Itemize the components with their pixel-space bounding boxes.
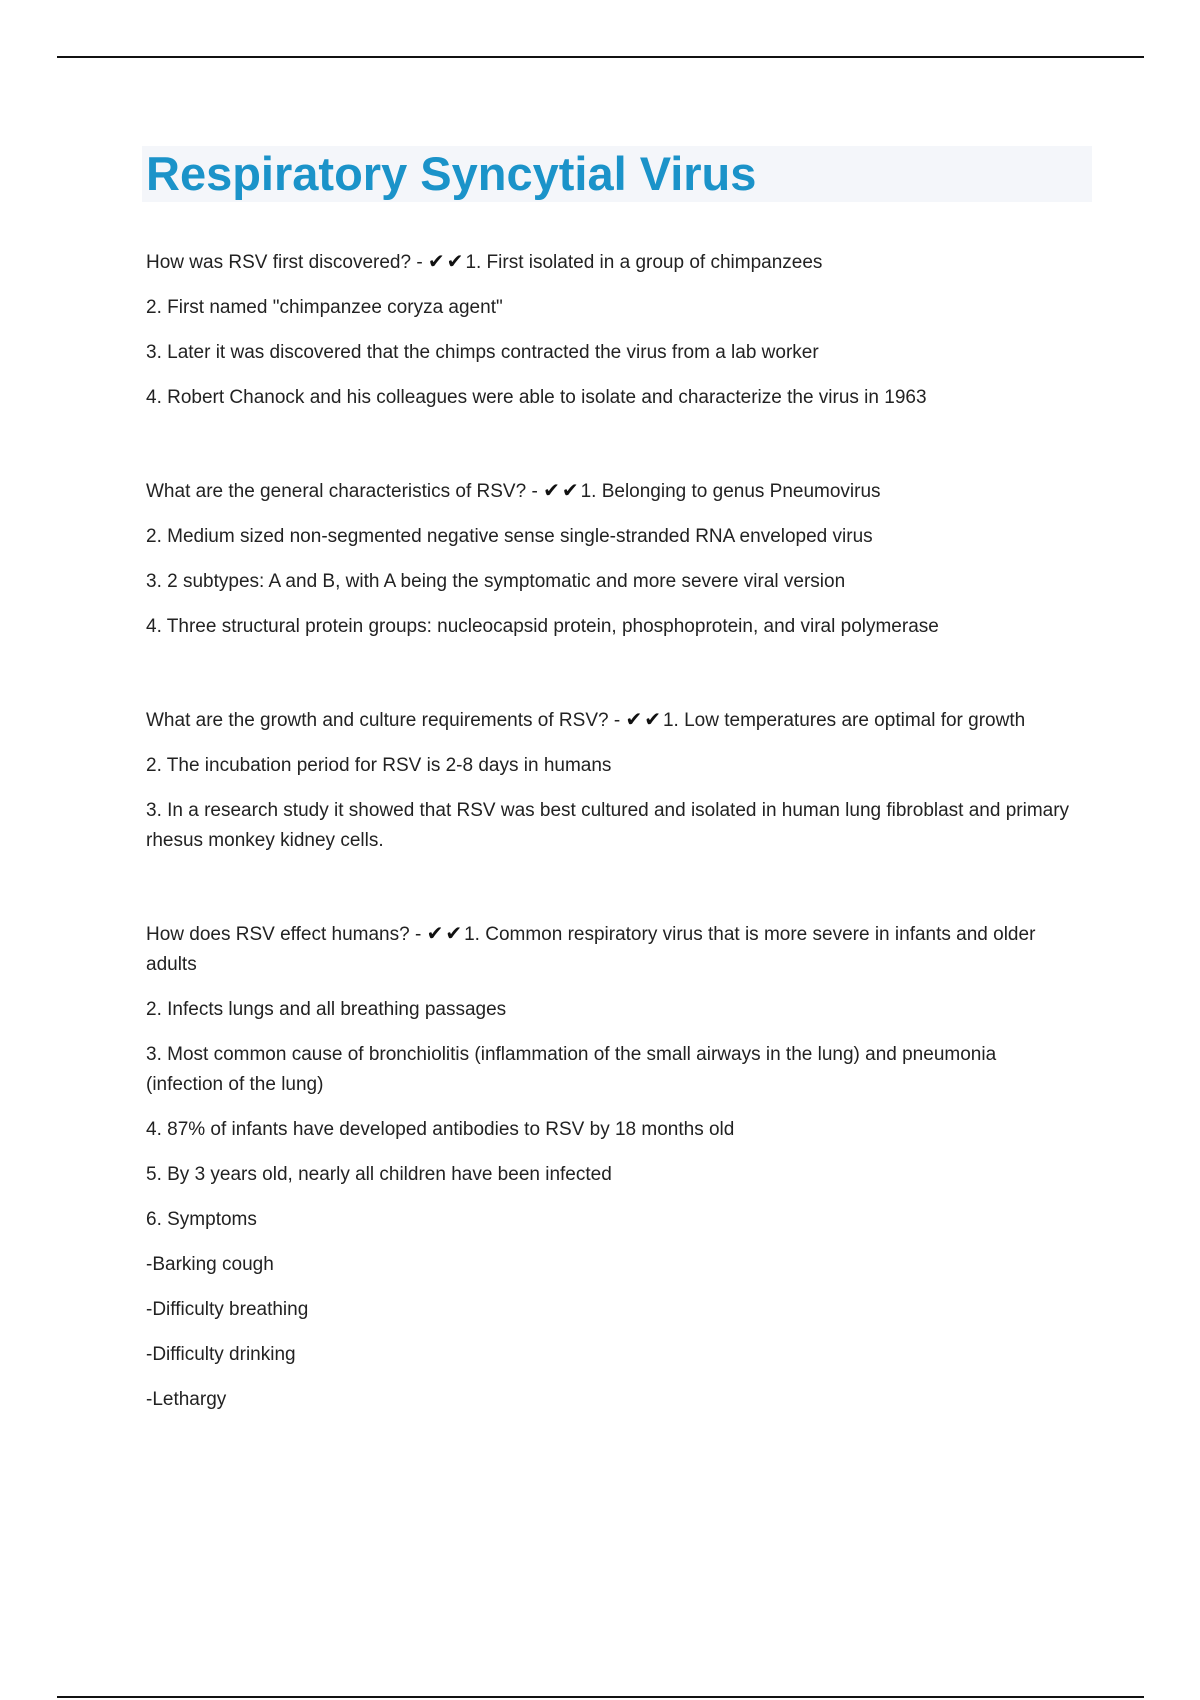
qa-block xyxy=(146,704,1076,856)
answer-text: 1. Belonging to genus Pneumovirus xyxy=(580,481,881,502)
answer-line: 4. Robert Chanock and his colleagues were able to isolate and characterize the virus in 1963 xyxy=(146,387,927,408)
symptom-line: -Difficulty breathing xyxy=(146,1299,309,1320)
top-divider xyxy=(57,56,1144,58)
answer-line: 3. 2 subtypes: A and B, with A being the symptomatic and more severe viral version xyxy=(146,571,846,592)
document-body xyxy=(146,246,1076,1430)
symptom-line: -Lethargy xyxy=(146,1389,227,1410)
double-check-icon: ✔✔ xyxy=(543,478,581,502)
question-text: What are the growth and culture requirements of RSV? - xyxy=(146,710,626,731)
answer-line: 2. First named "chimpanzee coryza agent" xyxy=(146,297,503,318)
answer-line: 2. Medium sized non-segmented negative sense single-stranded RNA enveloped virus xyxy=(146,526,873,547)
answer-line: 2. Infects lungs and all breathing passages xyxy=(146,999,507,1020)
answer-line: 5. By 3 years old, nearly all children have been infected xyxy=(146,1164,612,1185)
question-text: What are the general characteristics of RSV? - xyxy=(146,481,544,502)
answer-text: 1. Common respiratory virus that is more severe in infants and older adults xyxy=(146,924,1036,975)
qa-block xyxy=(146,475,1076,642)
double-check-icon: ✔✔ xyxy=(426,921,465,945)
answer-line: 3. In a research study it showed that RSV was best cultured and isolated in human lung fibroblast and primary rhesus monkey kidney cells. xyxy=(146,800,1070,851)
question-line xyxy=(146,246,1076,278)
bottom-divider xyxy=(57,1696,1144,1698)
answer-line: 6. Symptoms xyxy=(146,1209,257,1230)
answer-line: 4. Three structural protein groups: nucleocapsid protein, phosphoprotein, and viral polymerase xyxy=(146,616,939,637)
double-check-icon: ✔✔ xyxy=(625,707,663,731)
qa-block xyxy=(146,918,1076,1415)
answer-line: 2. The incubation period for RSV is 2-8 days in humans xyxy=(146,755,612,776)
question-line xyxy=(146,475,1076,507)
answer-text: 1. First isolated in a group of chimpanzees xyxy=(465,252,823,273)
question-line xyxy=(146,704,1076,736)
answer-line: 3. Later it was discovered that the chimps contracted the virus from a lab worker xyxy=(146,342,819,363)
page-title: Respiratory Syncytial Virus xyxy=(146,147,757,200)
answer-line: 4. 87% of infants have developed antibodies to RSV by 18 months old xyxy=(146,1119,735,1140)
question-text: How does RSV effect humans? - xyxy=(146,924,427,945)
question-line xyxy=(146,918,1076,980)
symptom-line: -Barking cough xyxy=(146,1254,274,1275)
answer-line: 3. Most common cause of bronchiolitis (inflammation of the small airways in the lung) and pneumonia (infection of the lung) xyxy=(146,1044,997,1095)
answer-text: 1. Low temperatures are optimal for growth xyxy=(662,710,1026,731)
symptom-line: -Difficulty drinking xyxy=(146,1344,296,1365)
question-text: How was RSV first discovered? - xyxy=(146,252,428,273)
qa-block xyxy=(146,246,1076,413)
double-check-icon: ✔✔ xyxy=(427,249,466,273)
